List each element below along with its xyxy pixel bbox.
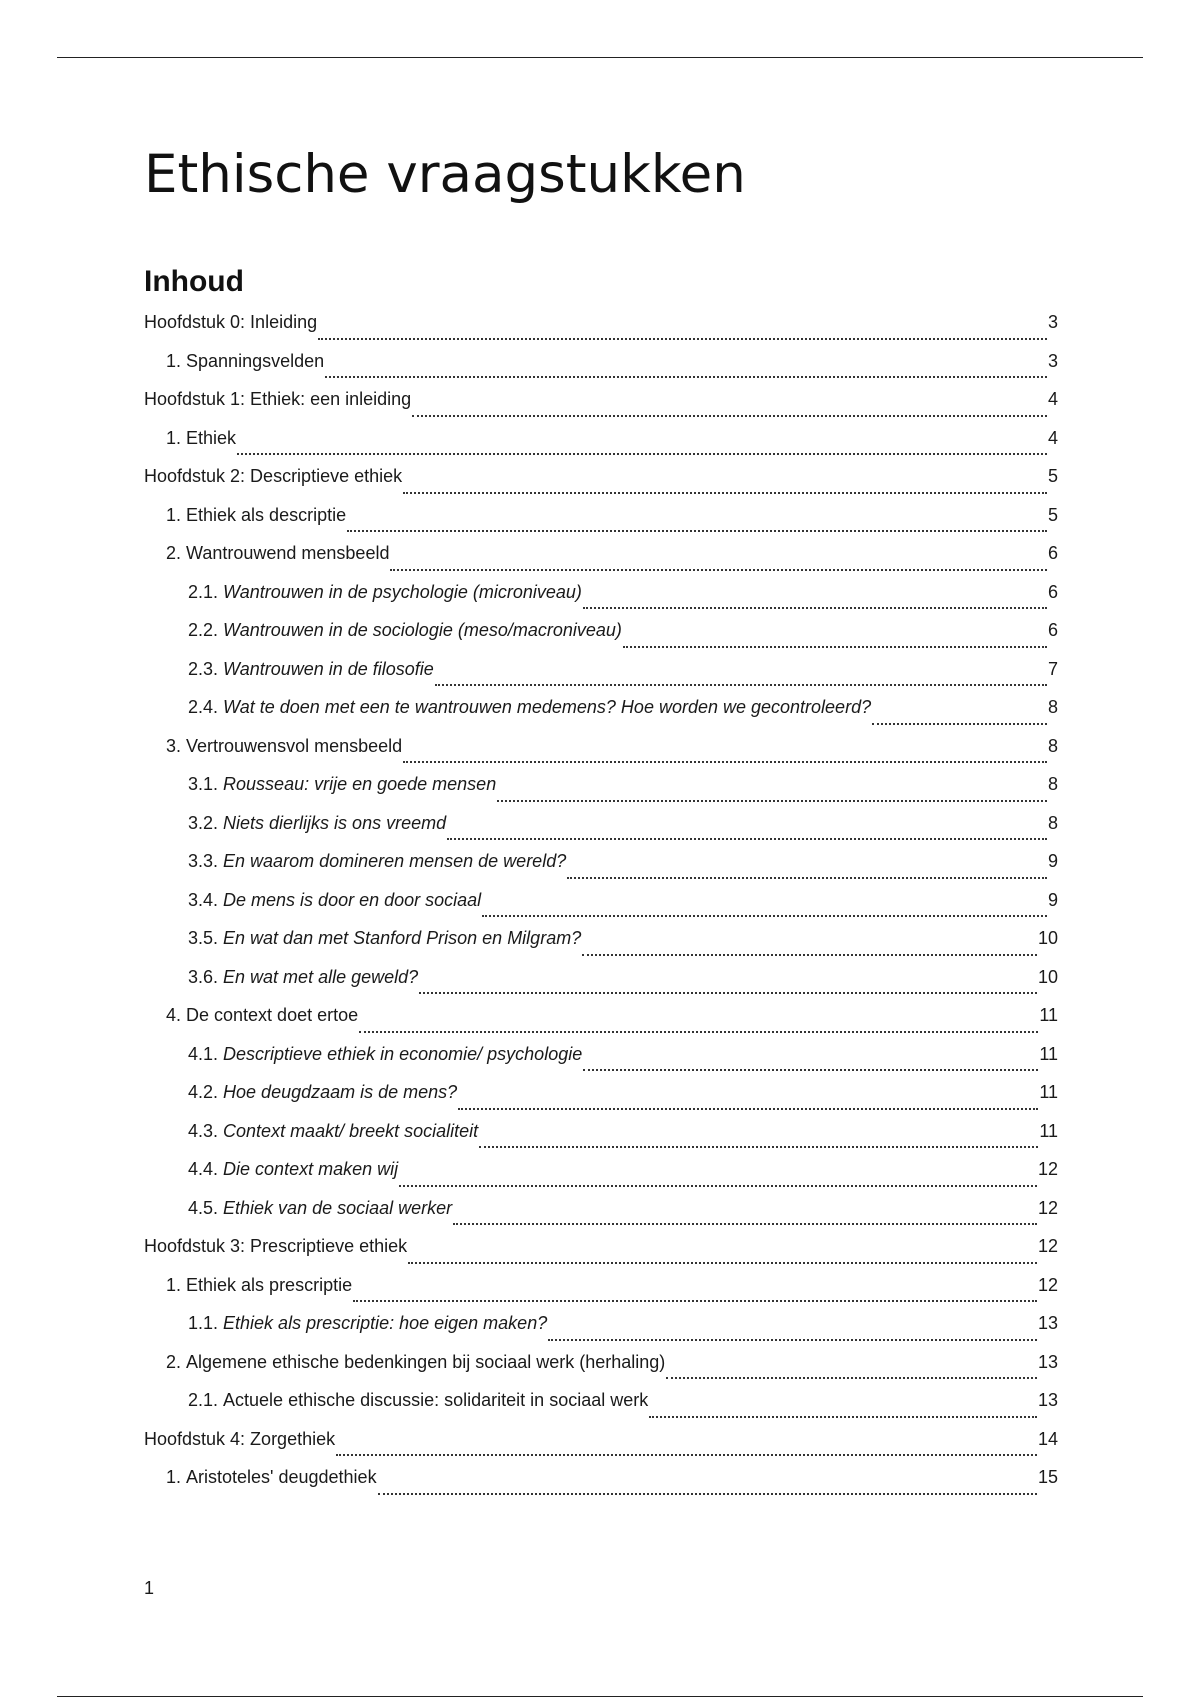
toc-entry-number: 4. (166, 1005, 187, 1025)
toc-dot-leader (583, 1069, 1038, 1071)
toc-entry-title: Ethiek als descriptie (186, 504, 347, 525)
toc-entry[interactable] (144, 351, 1058, 390)
toc-entry-number: 3. (166, 735, 187, 756)
toc-dot-leader (479, 1146, 1038, 1148)
toc-entry[interactable] (144, 774, 1058, 813)
toc-entry-page: 14 (1037, 1428, 1058, 1449)
toc-dot-leader (403, 492, 1047, 494)
toc-entry[interactable] (144, 1082, 1058, 1121)
toc-entry-title: Wantrouwen in de sociologie (meso/macroniveau) (223, 620, 622, 640)
toc-entry-page: 13 (1037, 1390, 1058, 1410)
toc-entry[interactable] (144, 1198, 1058, 1237)
toc-entry-page: 13 (1037, 1351, 1058, 1372)
toc-heading: Inhoud (144, 265, 244, 298)
toc-entry-page: 8 (1047, 735, 1058, 756)
toc-dot-leader (347, 530, 1047, 532)
toc-entry-title: En waarom domineren mensen de wereld? (223, 851, 567, 871)
toc-dot-leader (353, 1300, 1037, 1302)
toc-entry[interactable] (144, 1005, 1058, 1044)
toc-dot-leader (583, 607, 1047, 609)
toc-entry[interactable] (144, 1275, 1058, 1314)
toc-entry-title: Rousseau: vrije en goede mensen (223, 774, 497, 794)
toc-entry-number: 3.2. (188, 812, 224, 833)
toc-entry-page: 11 (1039, 1120, 1058, 1141)
toc-entry-title: Aristoteles' deugdethiek (186, 1467, 377, 1487)
toc-entry-title: Context maakt/ breekt socialiteit (223, 1120, 479, 1141)
toc-entry[interactable] (144, 620, 1058, 659)
toc-entry-page: 8 (1047, 812, 1058, 833)
toc-dot-leader (390, 569, 1047, 571)
toc-entry-page: 3 (1047, 312, 1058, 332)
toc-dot-leader (378, 1493, 1037, 1495)
toc-entry-number: 2.4. (188, 697, 224, 717)
toc-entry-number: 3.5. (188, 928, 224, 948)
toc-entry-number: 4.3. (188, 1120, 224, 1141)
toc-entry-number: 1. (166, 1467, 187, 1487)
toc-entry-page: 12 (1037, 1274, 1058, 1295)
toc-entry-page: 12 (1037, 1159, 1058, 1179)
toc-entry-title: Ethiek als prescriptie: hoe eigen maken? (223, 1313, 548, 1333)
toc-entry-number: 3.6. (188, 966, 224, 987)
toc-entry-title: De mens is door en door sociaal (223, 889, 482, 910)
toc-dot-leader (318, 338, 1047, 340)
toc-entry[interactable] (144, 1390, 1058, 1429)
toc-entry-number: 2. (166, 543, 187, 563)
toc-entry-page: 4 (1047, 427, 1058, 448)
toc-entry-title: De context doet ertoe (186, 1005, 359, 1025)
toc-entry-number: 1. (166, 427, 187, 448)
toc-dot-leader (623, 646, 1047, 648)
toc-dot-leader (453, 1223, 1037, 1225)
toc-entry-page: 8 (1047, 697, 1058, 717)
toc-dot-leader (237, 453, 1047, 455)
toc-dot-leader (435, 684, 1047, 686)
table-of-contents (144, 312, 1058, 1506)
toc-entry-title: Ethiek van de sociaal werker (223, 1197, 453, 1218)
toc-entry-page: 6 (1047, 581, 1058, 602)
toc-entry[interactable] (144, 736, 1058, 775)
toc-dot-leader (403, 761, 1047, 763)
toc-dot-leader (336, 1454, 1037, 1456)
toc-entry[interactable] (144, 1121, 1058, 1160)
toc-entry-number: 3.1. (188, 774, 224, 794)
toc-entry[interactable] (144, 967, 1058, 1006)
toc-entry-page: 15 (1037, 1467, 1058, 1487)
toc-entry-title: En wat dan met Stanford Prison en Milgram? (223, 928, 582, 948)
toc-entry-title: Descriptieve ethiek in economie/ psychologie (223, 1043, 583, 1064)
toc-entry-title: Hoofdstuk 2: Descriptieve ethiek (144, 466, 403, 486)
toc-entry-number: 2.1. (188, 1390, 224, 1410)
toc-entry[interactable] (144, 1352, 1058, 1391)
toc-entry-title: Actuele ethische discussie: solidariteit in sociaal werk (223, 1390, 649, 1410)
toc-dot-leader (649, 1416, 1037, 1418)
page-number: 1 (144, 1578, 155, 1598)
toc-entry-title: Algemene ethische bedenkingen bij sociaal werk (herhaling) (186, 1351, 666, 1372)
toc-entry-title: Hoofdstuk 0: Inleiding (144, 312, 318, 332)
toc-entry[interactable] (144, 1159, 1058, 1198)
toc-entry-page: 6 (1047, 620, 1058, 640)
toc-dot-leader (458, 1108, 1038, 1110)
toc-dot-leader (325, 376, 1047, 378)
toc-entry[interactable] (144, 428, 1058, 467)
toc-entry-number: 2.2. (188, 620, 224, 640)
toc-entry-number: 1. (166, 504, 187, 525)
toc-entry-page: 10 (1037, 966, 1058, 987)
toc-entry[interactable] (144, 312, 1058, 351)
toc-dot-leader (482, 915, 1047, 917)
toc-dot-leader (567, 877, 1047, 879)
toc-entry-number: 4.4. (188, 1159, 224, 1179)
toc-dot-leader (399, 1185, 1037, 1187)
toc-entry-page: 5 (1047, 466, 1058, 486)
toc-entry-page: 11 (1039, 1005, 1058, 1025)
toc-entry[interactable] (144, 505, 1058, 544)
toc-entry-title: Niets dierlijks is ons vreemd (223, 812, 447, 833)
toc-entry[interactable] (144, 389, 1058, 428)
toc-entry[interactable] (144, 1313, 1058, 1352)
toc-entry-page: 13 (1037, 1313, 1058, 1333)
toc-entry-title: Vertrouwensvol mensbeeld (186, 735, 403, 756)
toc-dot-leader (412, 415, 1047, 417)
toc-entry-number: 2.3. (188, 658, 224, 679)
toc-dot-leader (359, 1031, 1038, 1033)
toc-entry-page: 10 (1037, 928, 1058, 948)
toc-entry-title: Hoofdstuk 3: Prescriptieve ethiek (144, 1236, 408, 1256)
toc-entry-page: 4 (1047, 389, 1058, 409)
toc-entry-page: 12 (1037, 1197, 1058, 1218)
toc-entry-page: 12 (1037, 1236, 1058, 1256)
toc-entry-number: 4.1. (188, 1043, 224, 1064)
toc-entry-page: 9 (1047, 889, 1058, 910)
toc-entry-number: 3.3. (188, 851, 224, 871)
toc-entry-title: Ethiek als prescriptie (186, 1274, 353, 1295)
page-title: Ethische vraagstukken (144, 144, 746, 205)
toc-entry-title: Hoofdstuk 1: Ethiek: een inleiding (144, 389, 412, 409)
toc-entry-page: 6 (1047, 543, 1058, 563)
toc-entry[interactable] (144, 851, 1058, 890)
toc-entry[interactable] (144, 582, 1058, 621)
toc-entry[interactable] (144, 1236, 1058, 1275)
toc-entry-title: En wat met alle geweld? (223, 966, 419, 987)
toc-entry-title: Spanningsvelden (186, 350, 325, 371)
toc-dot-leader (419, 992, 1037, 994)
toc-dot-leader (447, 838, 1047, 840)
toc-entry-page: 7 (1047, 658, 1058, 679)
toc-entry[interactable] (144, 1429, 1058, 1468)
toc-entry-title: Wantrouwend mensbeeld (186, 543, 390, 563)
bottom-rule (57, 1696, 1143, 1697)
toc-entry[interactable] (144, 466, 1058, 505)
toc-entry-number: 3.4. (188, 889, 224, 910)
toc-entry-title: Wantrouwen in de filosofie (223, 658, 434, 679)
toc-entry-title: Hoe deugdzaam is de mens? (223, 1082, 458, 1102)
toc-dot-leader (497, 800, 1047, 802)
toc-entry-number: 2.1. (188, 581, 224, 602)
toc-entry-title: Hoofdstuk 4: Zorgethiek (144, 1428, 336, 1449)
toc-dot-leader (582, 954, 1037, 956)
toc-entry[interactable] (144, 543, 1058, 582)
toc-entry[interactable] (144, 1044, 1058, 1083)
toc-entry-number: 4.2. (188, 1082, 224, 1102)
toc-entry[interactable] (144, 813, 1058, 852)
toc-entry[interactable] (144, 890, 1058, 929)
toc-entry[interactable] (144, 1467, 1058, 1506)
toc-entry-page: 11 (1039, 1043, 1058, 1064)
toc-entry-title: Wantrouwen in de psychologie (microniveau) (223, 581, 582, 602)
toc-entry[interactable] (144, 659, 1058, 698)
toc-entry-number: 1. (166, 350, 187, 371)
toc-entry-page: 3 (1047, 350, 1058, 371)
toc-entry-title: Wat te doen met een te wantrouwen medemens? Hoe worden we gecontroleerd? (223, 697, 872, 717)
toc-entry-number: 4.5. (188, 1197, 224, 1218)
toc-dot-leader (408, 1262, 1037, 1264)
toc-dot-leader (666, 1377, 1037, 1379)
toc-entry-number: 2. (166, 1351, 187, 1372)
toc-entry-number: 1. (166, 1274, 187, 1295)
toc-entry[interactable] (144, 697, 1058, 736)
toc-entry-page: 9 (1047, 851, 1058, 871)
toc-entry-title: Ethiek (186, 427, 237, 448)
top-rule (57, 57, 1143, 58)
toc-dot-leader (548, 1339, 1037, 1341)
toc-entry-number: 1.1. (188, 1313, 224, 1333)
toc-entry-page: 5 (1047, 504, 1058, 525)
toc-entry-title: Die context maken wij (223, 1159, 399, 1179)
toc-entry[interactable] (144, 928, 1058, 967)
toc-entry-page: 11 (1039, 1082, 1058, 1102)
toc-dot-leader (872, 723, 1047, 725)
toc-entry-page: 8 (1047, 774, 1058, 794)
